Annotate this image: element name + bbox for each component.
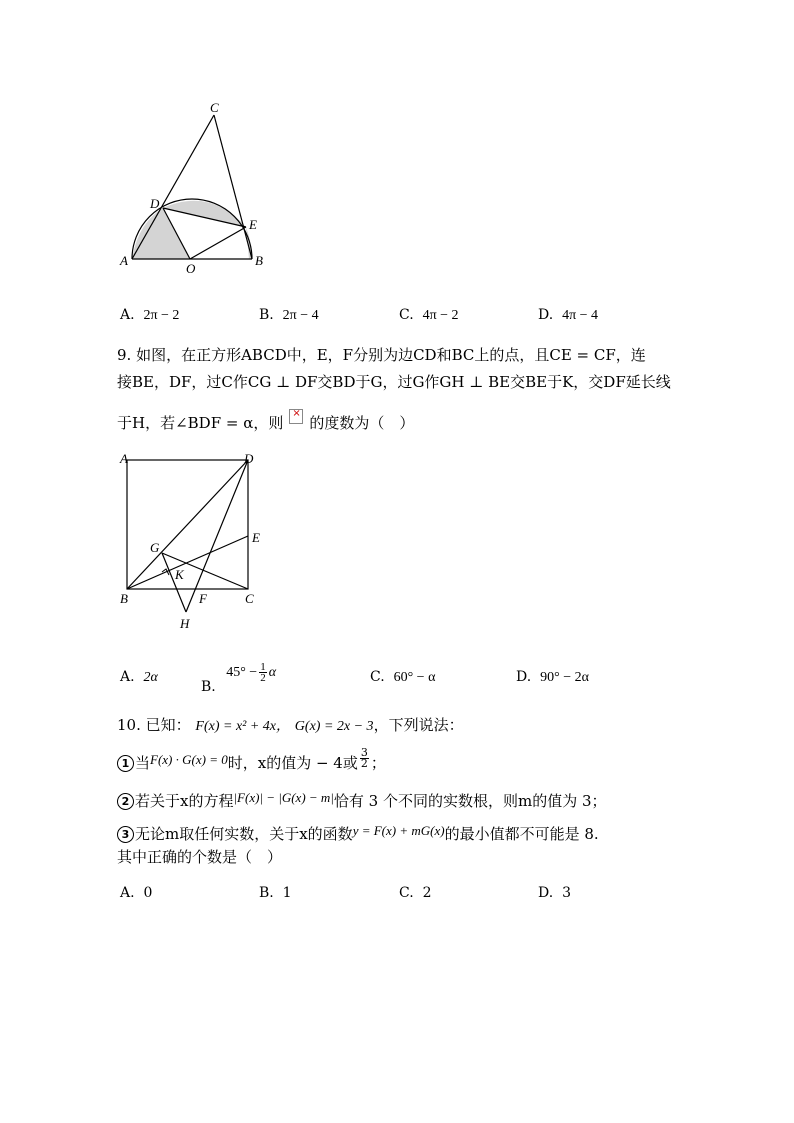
q9-option-c-value: 60° − α <box>393 670 436 685</box>
diagonal-bd <box>127 460 248 589</box>
q10-s1-equation: F(x) · G(x) = 0 <box>150 752 228 767</box>
q10-s1-fraction: $\frac{3}{2}$ <box>360 745 368 770</box>
q10-intro-suffix: ，下列说法： <box>373 716 464 734</box>
shaded-region-left <box>132 208 190 259</box>
q8-option-c-letter: C. <box>399 307 414 323</box>
q9-option-c <box>370 669 435 686</box>
label-c: C <box>210 100 219 115</box>
q10-option-a <box>120 885 152 901</box>
q9-option-a-value: 2α <box>143 670 158 685</box>
label-a2: A <box>120 451 128 466</box>
q10-option-c <box>399 885 432 901</box>
circled-number-2: 2 <box>117 793 134 810</box>
label-b2: B <box>120 591 128 606</box>
label-a: A <box>120 253 128 268</box>
q10-s2-text-b: 恰有 3 个不同的实数根，则m的值为 3； <box>333 792 607 810</box>
q9-option-d-letter: D. <box>516 669 532 685</box>
q9-option-b-letter: B. <box>201 678 216 695</box>
figure-square <box>110 448 280 638</box>
q10-statement-1 <box>117 745 386 775</box>
label-f2: F <box>199 591 207 606</box>
q9-line-3 <box>117 409 414 433</box>
q8-option-c-value: 4π − 2 <box>422 308 459 323</box>
label-g2: G <box>150 540 160 555</box>
q10-option-d-value: 3 <box>562 885 572 901</box>
q8-option-c <box>399 307 459 324</box>
q10-closing: 其中正确的个数是（ ） <box>117 848 283 866</box>
q9-option-b-value: 45° − $\frac{1}{2}$ α <box>226 661 277 684</box>
q10-f-definition: F(x) = x² + 4x， <box>195 719 291 734</box>
q8-option-d <box>538 307 598 324</box>
q8-option-a-value: 2π − 2 <box>143 308 180 323</box>
q10-s1-text-b: 时，x的值为 − 4或 <box>227 754 358 772</box>
circled-number-3: 3 <box>117 826 134 843</box>
label-e: E <box>249 217 257 232</box>
q10-s3-text-b: 的最小值都不可能是 8. <box>444 825 599 843</box>
label-d2: D <box>244 451 254 466</box>
label-d: D <box>150 196 160 211</box>
q8-option-b <box>259 307 319 324</box>
q9-option-a <box>120 669 158 686</box>
q10-statement-2 <box>117 790 607 811</box>
q10-s2-text-a: 若关于x的方程 <box>135 792 234 810</box>
q10-option-b-value: 1 <box>282 885 292 901</box>
q10-intro <box>117 714 464 735</box>
q10-intro-prefix: 10. 已知： <box>117 716 191 734</box>
label-c2: C <box>245 591 254 606</box>
q9-option-c-letter: C. <box>370 669 385 685</box>
label-h2: H <box>180 616 190 631</box>
q8-option-b-value: 2π − 4 <box>282 308 319 323</box>
q10-s1-text-c: ； <box>370 754 386 772</box>
circled-number-1: 1 <box>117 755 134 772</box>
q8-option-d-value: 4π − 4 <box>562 308 599 323</box>
q10-option-d-letter: D. <box>538 885 554 901</box>
q10-option-b-letter: B. <box>259 885 274 901</box>
q10-statement-3 <box>117 823 599 844</box>
broken-image-icon: × <box>289 409 303 424</box>
label-b: B <box>255 253 263 268</box>
q8-option-a <box>120 307 179 324</box>
line-cb <box>214 115 252 259</box>
q8-option-b-letter: B. <box>259 307 274 323</box>
q9-line-2: 接BE，DF，过C作CG ⊥ DF交BD于G，过G作GH ⊥ BE交BE于K，交DF延长线 <box>117 373 671 391</box>
q9-line-3-start: 于H，若∠BDF = α，则 <box>117 414 284 432</box>
q10-option-a-value: 0 <box>143 885 153 901</box>
q10-s3-text-a: 无论m取任何实数，关于x的函数 <box>135 825 353 843</box>
q10-s1-text-a: 当 <box>135 754 151 772</box>
q8-option-d-letter: D. <box>538 307 554 323</box>
q9-option-d-value: 90° − 2α <box>540 670 589 685</box>
q9-line-1: 9. 如图，在正方形ABCD中，E，F分别为边CD和BC上的点，且CE = CF，连 <box>117 346 646 364</box>
q10-s3-equation: y = F(x) + mG(x) <box>352 823 445 838</box>
q8-option-a-letter: A. <box>120 307 135 323</box>
q10-option-d <box>538 885 571 901</box>
line-oe <box>190 227 246 259</box>
q9-option-a-letter: A. <box>120 669 135 685</box>
figure-semicircle <box>110 95 280 280</box>
q9-line-3-end: 的度数为（ ） <box>309 414 415 432</box>
q10-option-c-letter: C. <box>399 885 414 901</box>
q9-option-d <box>516 669 589 686</box>
label-o: O <box>186 261 196 276</box>
label-e2: E <box>252 530 260 545</box>
q10-g-definition: G(x) = 2x − 3 <box>294 719 374 734</box>
shaded-region-top <box>163 201 246 227</box>
q10-option-a-letter: A. <box>120 885 135 901</box>
q10-option-c-value: 2 <box>422 885 432 901</box>
q10-s2-equation: |F(x)| − |G(x) − m| <box>233 790 334 805</box>
q10-option-b <box>259 885 292 901</box>
label-k2: K <box>175 567 184 582</box>
q9-option-b <box>201 661 277 695</box>
